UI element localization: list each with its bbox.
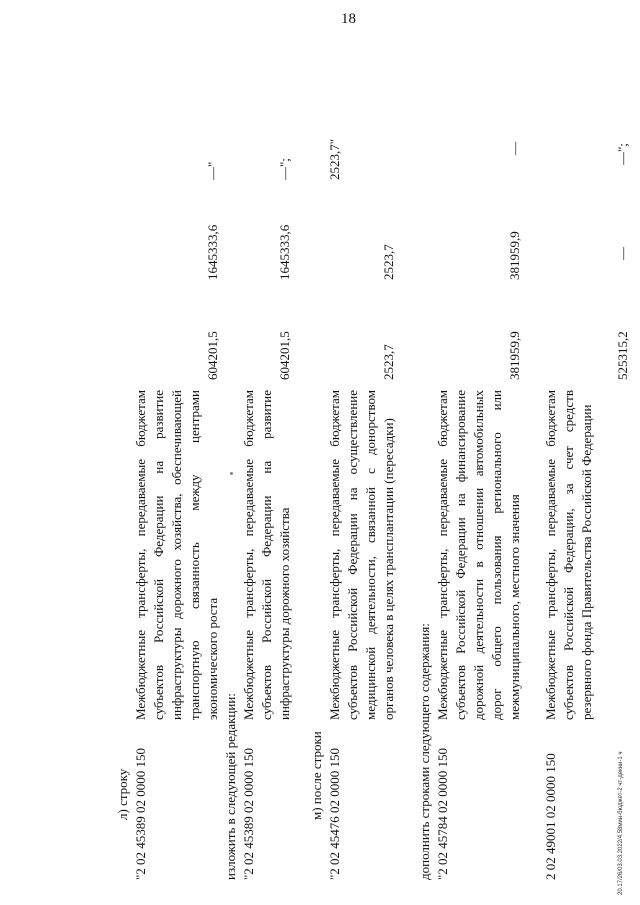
instruction-add: дополнить строками следующего содержания: (417, 623, 432, 880)
row-value-1: 2523,7 (381, 344, 396, 380)
row-code: "2 02 45389 02 0000 150 (241, 747, 256, 880)
row-code: "2 02 45784 02 0000 150 (435, 747, 450, 880)
row-value-3: — (507, 142, 522, 155)
row-desc: Межбюджетные трансферты, передаваемые бюджетам субъектов Российской Федерации на развитие инфраструктуры дорожного хозяйства (241, 390, 292, 720)
row-value-2: 1645333,6 (277, 224, 292, 280)
row-code: "2 02 45476 02 0000 150 (327, 747, 342, 880)
instruction-l: л) строку (115, 768, 130, 820)
instruction-m: м) после строки (309, 731, 324, 820)
row-value-3: —"; (615, 143, 630, 165)
row-value-2: 381959,9 (507, 231, 522, 280)
rotated-content (110, 138, 630, 880)
row-value-1: 381959,9 (507, 331, 522, 380)
row-value-3: 2523,7" (327, 138, 342, 180)
row-value-3: —" (205, 161, 220, 180)
row-value-1: 604201,5 (277, 331, 292, 380)
row-desc: Межбюджетные трансферты, передаваемые бюджетам субъектов Российской Федерации, за счет средств резервного фонда Правительства Российской Федерации (543, 390, 594, 720)
row-value-3: —"; (277, 158, 292, 180)
row-value-1: 525315,2 (615, 331, 630, 380)
row-desc: Межбюджетные трансферты, передаваемые бюджетам субъектов Российской Федерации на финансирование дорожной деятельности в отношении автомобильных дорог общего пользования регионального или межмуниципального, местного значения (435, 390, 522, 720)
row-code: 2 02 49001 02 0000 150 (543, 753, 558, 880)
row-value-2: — (615, 247, 630, 260)
instruction-replace: изложить в следующей редакции: (223, 693, 238, 880)
row-value-2: 1645333,6 (205, 224, 220, 280)
scan-speck (230, 472, 233, 475)
row-desc: Межбюджетные трансферты, передаваемые бюджетам субъектов Российской Федерации на развитие инфраструктуры дорожного хозяйства, обеспечивающей транспортную связанность между центрами экономического роста (133, 390, 220, 720)
row-value-1: 604201,5 (205, 331, 220, 380)
row-value-2: 2523,7 (381, 244, 396, 280)
row-code: "2 02 45389 02 0000 150 (133, 747, 148, 880)
row-desc: Межбюджетные трансферты, передаваемые бюджетам субъектов Российской Федерации на осуществление медицинской деятельности, связанной с донорством органов человека в целях трансплантации (пересадки) (327, 390, 396, 720)
page-number: 18 (341, 11, 356, 27)
footer-text: 20.17/26/03.03.2022/4.58мин-бюджет-2 чт-декни-1 ч (618, 751, 624, 895)
